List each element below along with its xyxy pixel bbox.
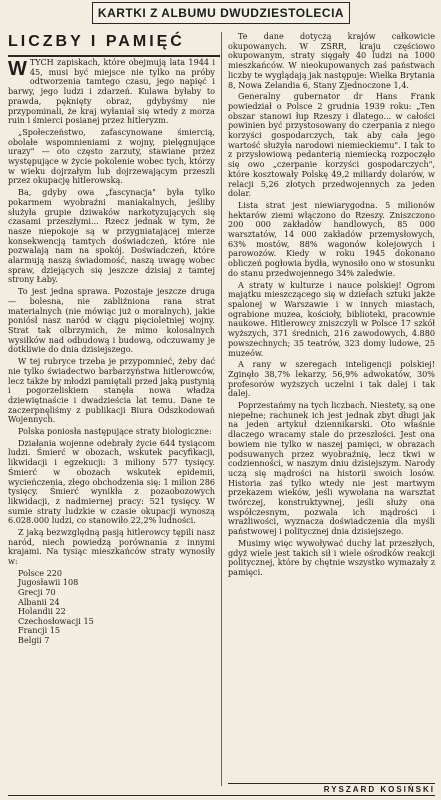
left-column [8, 58, 215, 786]
paragraph-1 [8, 58, 215, 126]
paragraph-4: To jest jedna sprawa. Pozostaje jeszcze druga — bolesna, nie zabliźniona rana strat materialnych (nie mówiąc już o moralnych), jakie poniósł nasz naród w ciągu pięcioletniej wojny. Strat tak olbrzymich, że mimo kolosalnych wysiłków nad odbudową i budową, odczuwamy je dotkliwie do dnia dzisiejszego. [8, 286, 215, 355]
paragraph-2: „Społeczeństwo, zafascynowane śmiercią, obolałe wspomnieniami z wojny, pielęgnujące urazy" — oto często zarzuty, stawiane przez występujące w życie pokolenie wobec tych, którzy w wieku dojrzałym lub dojrzewającym przeszli przez okupację hitlerowską. [8, 126, 215, 186]
list-item: Belgii 7 [18, 635, 50, 646]
paragraph-9: Te dane dotyczą krajów całkowicie okupowanych. W ZSRR, kraju częściowo okupowanym, straty sięgały 40 ludzi na 1000 mieszkańców. W nieokupowanych zaś państwach liczby te wyglądają jak następuje: Wielka Brytania 8, Nowa Zelandia 6, Stany Zjednoczone 1,4. [228, 32, 435, 90]
paragraph-5: W tej rubryce trzeba je przypomnieć, żeby dać nie tylko świadectwo barbarzyństwa hitlerowców, lecz także by młodzi pamiętali przed jaką pustynią i pogorzeliskiem stanęła nowa władza dziewiętnaście i dwadzieścia lat temu. Dane te zaczerpnęliśmy z publikacji Biura Odszkodowań Wojennych. [8, 356, 215, 425]
list-item: Jugosławii 108 [18, 577, 79, 588]
paragraph-13: A rany w szeregach inteligencji polskiej! Zginęło 38,7% lekarzy, 56,9% adwokatów, 30% profesorów wyższych uczelni i tak dalej i tak dalej. [228, 359, 435, 399]
title-underline [8, 55, 220, 57]
paragraph-11: Lista strat jest niewiarygodna. 5 milionów hektarów ziemi włączono do Rzeszy. Zniszczono 200 000 zakładów handlowych, 85 000 warsztatów, 14 000 zakładów przemysłowych, 63% mostów, 88% wagonów kolejowych i parowozów. Kiedy w roku 1945 dokonano obliczeń pogłowia bydła, wynosiło ono w stosunku do stanu przedwojennego 34% zaledwie. [228, 199, 435, 278]
list-item: Polsce 220 [18, 567, 63, 578]
list-item: Francji 15 [18, 625, 61, 636]
paragraph-14: Poprzestańmy na tych liczbach. Niestety, są one niepełne; rachunek ich jest jednak zbyt długi jak na jeden artykuł dziennikarski. Oto właśnie dlaczego wracamy stale do przeszłości. Jest ona bowiem nie tylko w naszej pamięci, w obrazach podsuwanych przez wyobraźnię, lecz tkwi w codzienności, w naszym dniu dzisiejszym. Narody uczą się mądrości na historii swoich losów. Historia zaś tylko wtedy nie jest martwym przekazem wieków, jeśli wywołana na warsztat twórczej, konstruktywnej, jeśli służy ona współczesnym, pozwala ich mądrości i wrażliwości, wyznacza doświadczenia dla myśli państwowej i politycznej dnia dzisiejszego. [228, 400, 435, 537]
right-column [228, 32, 435, 782]
paragraph-10: Generalny gubernator dr Hans Frank powiedział o Polsce 2 grudnia 1939 roku: „Ten obszar stanowi łup Rzeszy i dlatego... w całości powinien być przystosowany do czerpania z niego korzyści gospodarczych, tak aby cała jego wartość służyła narodowi niemieckiemu". I tak to z przysłowiową pedanterią niemiecką rozpoczęło się owo „czerpanie korzyści gospodarczych", które kosztowały Polskę 49,2 miliardy dolarów, w relacji 5,26 złotych przedwojennych za jeden dolar. [228, 91, 435, 199]
paragraph-12: A straty w kulturze i nauce polskiej! Ogrom majątku mieszczącego się w dziełach sztuki jakże spalonej w Warszawie i w innych miastach, ograbione muzea, kościoły, biblioteki, pracownie naukowe. Hitlerowcy zniszczyli w Polsce 17 szkół wyższych, 371 średnich, 216 zawodowych, 4.880 powszechnych; 35 teatrów, 323 domy ludowe, 25 muzeów. [228, 279, 435, 358]
country-loss-list [8, 569, 215, 646]
paragraph-7: Działania wojenne odebrały życie 644 tysiącom ludzi. Śmierć w obozach, wskutek pacyfikacji, likwidacji i egzekucji: 3 miliony 577 tysięcy. Śmierć w obozach wskutek epidemii, wycieńczenia, złego obchodzenia się: 1 milion 286 tysięcy. Śmierć wynikła z pozaobozowych likwidacji, z nadmiernej pracy: 521 tysięcy. W sumie straty ludzkie w czasie okupacji wynoszą 6.028.000 ludzi, co stanowiło 22,2% ludności. [8, 437, 215, 526]
column-divider [221, 32, 222, 786]
list-item: Holandii 22 [18, 606, 66, 617]
list-item: Czechosłowacji 15 [18, 615, 94, 626]
author-byline: RYSZARD KOSIŃSKI [228, 783, 435, 794]
column-header: KARTKI Z ALBUMU DWUDZIESTOLECIA [92, 2, 350, 24]
list-item: Grecji 70 [18, 587, 56, 598]
list-item: Albanii 24 [18, 596, 60, 607]
paragraph-3: Ba, gdyby owa „fascynacja" była tylko pokarmem wyobraźni maniakalnych, jeśliby służyła grupie dziwaków narkotyzujących się czasami przeszłymi... Rzecz jednak w tym, że nasze niepokoje są w przygniatającej mierze konsekwencją tamtych doświadczeń, które nie pozwalają nam na spokój. Doświadczeń, które alarmują naszą świadomość, naszą uwagę wobec spraw, dziejących się jeszcze dzisiaj z tamtej strony Łaby. [8, 187, 215, 285]
paragraph-8: Z jaką bezwzględną pasją hitlerowcy tępili nasz naród, niech powiedzą porównania z innymi krajami. Na tysiąc mieszkańców straty wynosiły w: [8, 527, 215, 567]
paragraph-1-text: TYCH zapiskach, które obejmują lata 1944 i 45, musi być miejsce nie tylko na próby odtworzenia tamtego czasu, jego napięć i barwy, jego ludzi i zdarzeń. Kulawa byłaby to prawda, pęknięty obraz, gdybyśmy nie przypominali, że kraj wyłaniał się wtedy z morza ruin i śmierci posianej przez hitleryzm. [8, 58, 215, 126]
paragraph-15: Musimy więc wywoływać duchy lat przeszłych, gdyż wiele jest takich sił i wiele ośrodków reakcji politycznej, które by chętnie wszystko wymazały z pamięci. [228, 537, 435, 577]
bottom-rule [8, 795, 435, 796]
drop-cap: W [8, 58, 27, 80]
paragraph-6: Polska poniosła następujące straty biologiczne: [18, 426, 212, 437]
article-title: LICZBY I PAMIĘĆ [8, 33, 185, 50]
